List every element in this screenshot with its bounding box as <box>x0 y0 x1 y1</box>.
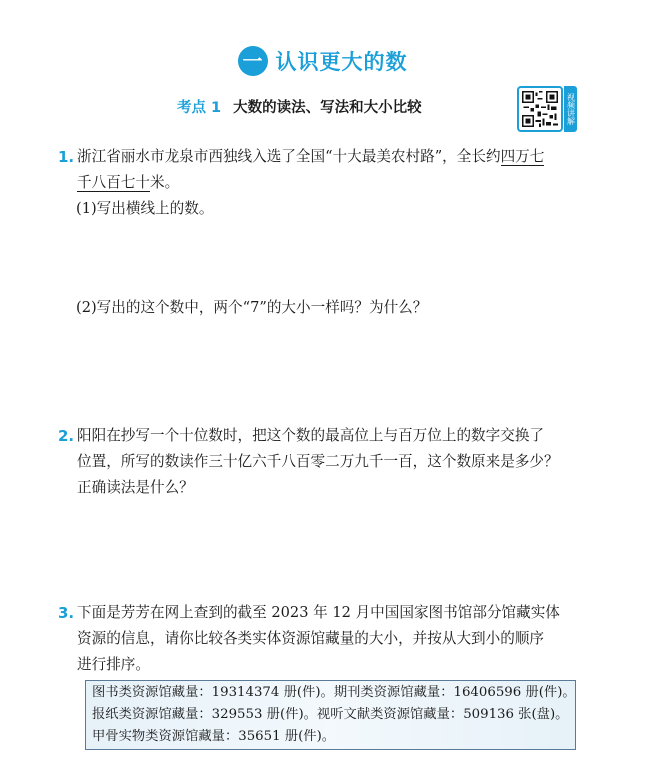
question-number: 1. <box>58 148 75 166</box>
question-3 <box>60 600 590 678</box>
question-number: 2. <box>58 427 75 445</box>
unit-number-badge: 一 <box>238 46 268 76</box>
qr-video-tag: 视频讲解 <box>564 86 577 132</box>
info-line: 甲骨实物类资源馆藏量：35651 册(件)。 <box>92 729 336 744</box>
question-1 <box>60 144 590 196</box>
question-1-sub-2: (2)写出的这个数中，两个“7”的大小一样吗？为什么？ <box>76 299 428 316</box>
question-1-sub-1: (1)写出横线上的数。 <box>76 200 214 217</box>
question-1-line-1: 浙江省丽水市龙泉市西独线入选了全国“十大最美农村路”，全长约四万七 <box>77 148 545 165</box>
question-3-line-2: 资源的信息，请你比较各类实体资源馆藏量的大小，并按从大到小的顺序 <box>77 630 545 647</box>
unit-title <box>0 46 645 76</box>
underlined-number-part-2: 千八百七十 <box>77 174 150 191</box>
question-2-line-1: 阳阳在抄写一个十位数时，把这个数的最高位上与百万位上的数字交换了 <box>77 427 545 444</box>
info-line: 图书类资源馆藏量：19314374 册(件)。期刊类资源馆藏量：16406596 册(件)。 <box>92 685 576 700</box>
question-2-line-3: 正确读法是什么？ <box>77 479 194 496</box>
question-3-line-1: 下面是芳芳在网上查到的截至 2023 年 12 月中国国家图书馆部分馆藏实体 <box>77 604 560 621</box>
question-1-line-2: 千八百七十米。 <box>77 174 180 191</box>
unit-title-text: 认识更大的数 <box>275 50 408 74</box>
topic-heading <box>177 96 422 117</box>
question-2-line-2: 位置，所写的数读作三十亿六千八百零二万九千一百，这个数原来是多少？ <box>77 453 559 470</box>
info-line: 报纸类资源馆藏量：329553 册(件)。视听文献类资源馆藏量：509136 张(盘)。 <box>92 707 569 722</box>
topic-label: 考点 1 <box>177 100 222 116</box>
library-holdings-info-box <box>85 680 576 750</box>
qr-code-icon[interactable] <box>517 86 563 132</box>
underlined-number-part-1: 四万七 <box>500 148 545 165</box>
question-number: 3. <box>58 604 75 622</box>
question-2 <box>60 423 590 501</box>
question-3-line-3: 进行排序。 <box>77 656 150 673</box>
topic-title: 大数的读法、写法和大小比较 <box>233 100 422 116</box>
